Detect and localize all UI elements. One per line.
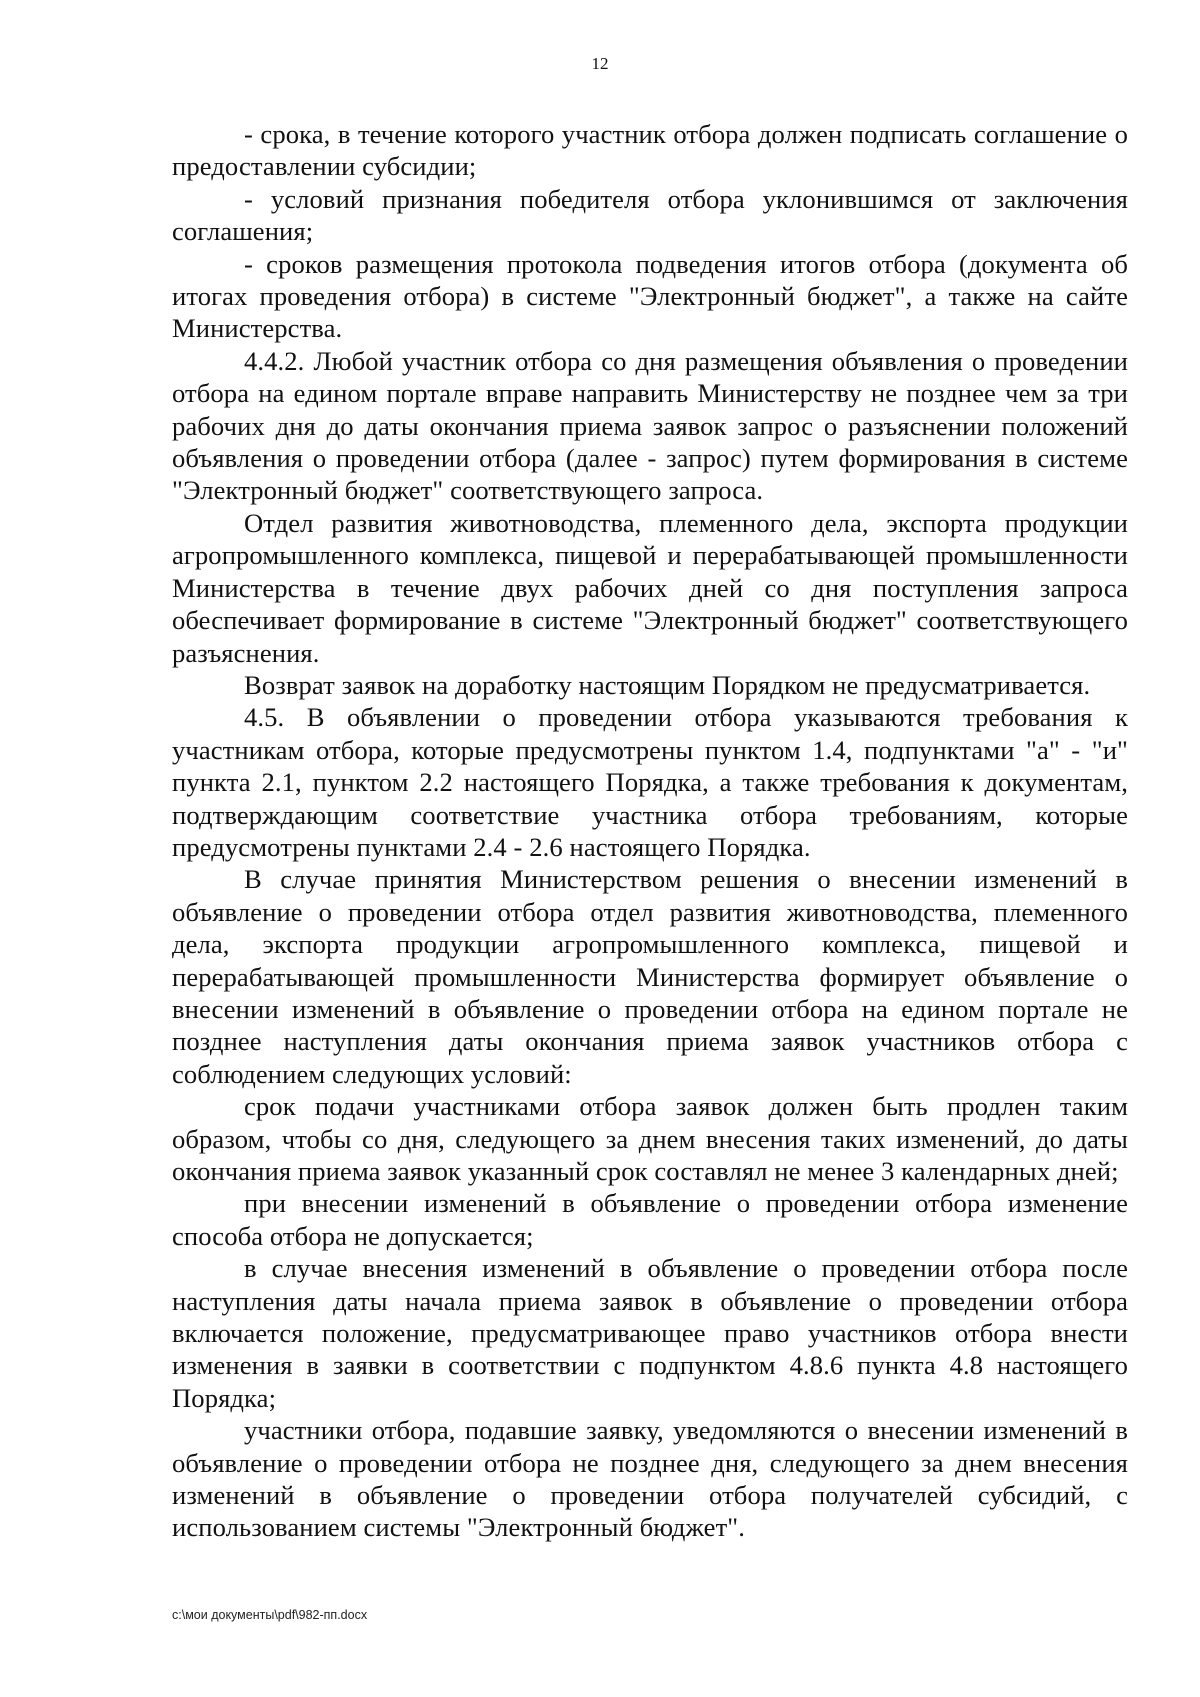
paragraph: В случае принятия Министерством решения о внесении изменений в объявление о проведении отбора отдел развития животноводства, племенного дела, экспорта продукции агропромышленного комплекса, пищевой и перерабатывающей промышленности Министерства формирует объявление о внесении изменений в объявление о проведении отбора на едином портале не позднее наступления даты окончания приема заявок участников отбора с соблюдением следующих условий: bbox=[172, 864, 1128, 1089]
paragraph: в случае внесения изменений в объявление о проведении отбора после наступления даты начала приема заявок в объявление о проведении отбора включается положение, предусматривающее право участников отбора внести изменения в заявки в соответствии с подпунктом 4.8.6 пункта 4.8 настоящего Порядка; bbox=[172, 1253, 1128, 1413]
footer-file-path: c:\мои документы\pdf\982-пп.docx bbox=[172, 1608, 368, 1622]
paragraph: 4.5. В объявлении о проведении отбора указываются требования к участникам отбора, которые предусмотрены пунктом 1.4, подпунктами "а" - "и" пункта 2.1, пунктом 2.2 настоящего Порядка, а также требования к документам, подтверждающим соответствие участника отбора требованиям, которые предусмотрены пунктами 2.4 - 2.6 настоящего Порядка. bbox=[172, 702, 1128, 862]
paragraph: - условий признания победителя отбора уклонившимся от заключения соглашения; bbox=[172, 183, 1128, 247]
document-body bbox=[172, 118, 1128, 1544]
paragraph: Отдел развития животноводства, племенного дела, экспорта продукции агропромышленного комплекса, пищевой и перерабатывающей промышленности Министерства в течение двух рабочих дней со дня поступления запроса обеспечивает формирование в системе "Электронный бюджет" соответствующего разъяснения. bbox=[172, 507, 1128, 668]
paragraph: при внесении изменений в объявление о проведении отбора изменение способа отбора не допускается; bbox=[172, 1188, 1128, 1251]
paragraph: Возврат заявок на доработку настоящим Порядком не предусматривается. bbox=[244, 669, 1091, 700]
paragraph: срок подачи участниками отбора заявок должен быть продлен таким образом, чтобы со дня, следующего за днем внесения таких изменений, до даты окончания приема заявок указанный срок составлял не менее 3 календарных дней; bbox=[172, 1091, 1128, 1186]
paragraph: 4.4.2. Любой участник отбора со дня размещения объявления о проведении отбора на едином портале вправе направить Министерству не позднее чем за три рабочих дня до даты окончания приема заявок запрос о разъяснении положений объявления о проведении отбора (далее - запрос) путем формирования в системе "Электронный бюджет" соответствующего запроса. bbox=[172, 345, 1128, 506]
page-number: 12 bbox=[591, 54, 609, 73]
paragraph: - срока, в течение которого участник отбора должен подписать соглашение о предоставлении субсидии; bbox=[172, 119, 1128, 182]
paragraph: участники отбора, подавшие заявку, уведомляются о внесении изменений в объявление о проведении отбора не позднее дня, следующего за днем внесения изменений в объявление о проведении отбора получателей субсидий, с использованием системы "Электронный бюджет". bbox=[172, 1415, 1128, 1543]
paragraph: - сроков размещения протокола подведения итогов отбора (документа об итогах проведения отбора) в системе "Электронный бюджет", а также на сайте Министерства. bbox=[172, 248, 1128, 344]
